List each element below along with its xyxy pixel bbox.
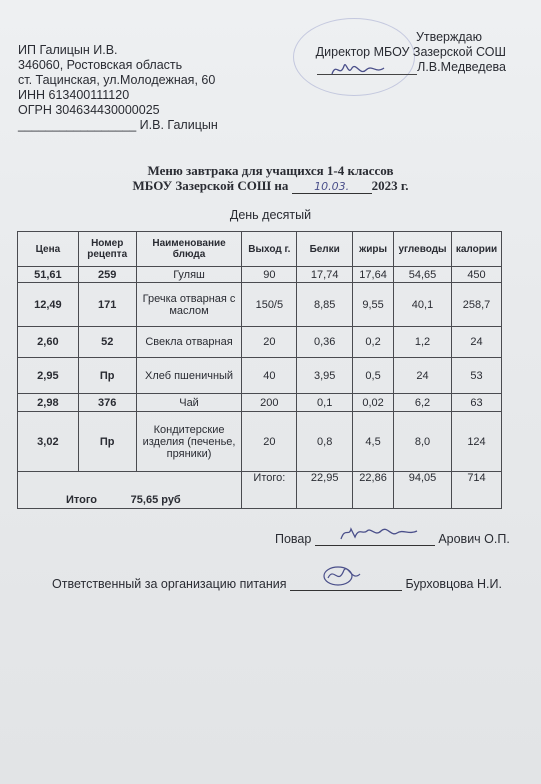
cell-dish: Хлеб пшеничный [136,358,242,394]
approval-signatory: Л.В.Медведева [417,60,506,74]
cell-protein: 17,74 [297,267,353,283]
cell-protein: 0,1 [297,394,353,412]
totals-caption: Итого: [242,472,297,509]
cell-yield: 20 [242,327,297,358]
cook-name: Арович О.П. [438,532,510,546]
supplier-name: ИП Галицын И.В. [18,43,118,57]
cell-yield: 20 [242,412,297,472]
cell-protein: 0,36 [297,327,353,358]
table-row [18,267,502,283]
responsible-name: Бурховцова Н.И. [405,577,502,591]
cook-signature-line [315,531,435,546]
cell-carbs: 1,2 [394,327,452,358]
menu-title-line2 [0,178,541,194]
cell-dish: Свекла отварная [136,327,242,358]
day-label: День десятый [229,208,312,222]
menu-table [17,231,502,509]
cell-kcal: 63 [451,394,501,412]
cell-kcal: 124 [451,412,501,472]
table-row [18,327,502,358]
cell-protein: 3,95 [297,358,353,394]
director-signature-image [328,58,388,82]
cell-dish: Гуляш [136,267,242,283]
cell-kcal: 24 [451,327,501,358]
col-header-dish: Наименование блюда [136,232,242,267]
cell-yield: 150/5 [242,283,297,327]
responsible-signature-line [290,576,402,591]
supplier-address-2: ст. Тацинская, ул.Молодежная, 60 [18,73,216,87]
cell-price: 12,49 [18,283,79,327]
cell-yield: 200 [242,394,297,412]
cell-recipe: Пр [78,412,136,472]
total-label: Итого [66,494,98,506]
cell-fat: 17,64 [353,267,394,283]
cell-price: 3,02 [18,412,79,472]
supplier-inn: ИНН 613400111120 [18,88,130,102]
supplier-block [18,43,218,133]
cell-price: 2,98 [18,394,79,412]
supplier-ogrn: ОГРН 304634430000025 [18,103,160,117]
cell-yield: 40 [242,358,297,394]
cell-dish: Кондитерские изделия (печенье, пряники) [136,412,242,472]
cell-recipe: 171 [78,283,136,327]
cell-fat: 9,55 [353,283,394,327]
cell-price: 2,60 [18,327,79,358]
cell-carbs: 24 [394,358,452,394]
total-carbs: 94,05 [394,472,452,509]
cell-yield: 90 [242,267,297,283]
supplier-signatory: И.В. Галицын [139,118,218,132]
col-header-price: Цена [18,232,79,267]
supplier-signature-blank: _________________ [18,118,137,132]
table-header-row [18,232,502,267]
table-row [18,358,502,394]
cell-kcal: 53 [451,358,501,394]
supplier-signature-row [18,118,218,133]
col-header-yield: Выход г. [242,232,297,267]
cook-signature-image [339,521,419,543]
col-header-carbs: углеводы [394,232,452,267]
cell-kcal: 258,7 [451,283,501,327]
menu-title-school: МБОУ Зазерской СОШ на [132,178,289,193]
cell-fat: 0,2 [353,327,394,358]
cell-recipe: Пр [78,358,136,394]
cell-dish: Чай [136,394,242,412]
col-header-fat: жиры [353,232,394,267]
cell-protein: 0,8 [297,412,353,472]
total-kcal: 714 [451,472,501,509]
cell-protein: 8,85 [297,283,353,327]
approval-position: Директор МБОУ Зазерской СОШ [315,45,506,59]
cell-recipe: 52 [78,327,136,358]
cell-dish: Гречка отварная с маслом [136,283,242,327]
cell-price: 2,95 [18,358,79,394]
cell-price: 51,61 [18,267,79,283]
approve-label: Утверждаю [415,30,482,44]
cell-fat: 4,5 [353,412,394,472]
col-header-kcal: калории [451,232,501,267]
total-protein: 22,95 [297,472,353,509]
responsible-label: Ответственный за организацию питания [52,577,287,591]
total-sum: 75,65 руб [130,494,181,506]
col-header-protein: Белки [297,232,353,267]
col-header-recipe: Номер рецепта [78,232,136,267]
cell-fat: 0,5 [353,358,394,394]
cell-carbs: 8,0 [394,412,452,472]
total-fat: 22,86 [353,472,394,509]
cook-signature-row [275,531,510,546]
menu-title-line1: Меню завтрака для учащихся 1-4 классов [147,163,394,178]
cell-carbs: 6,2 [394,394,452,412]
cell-recipe: 376 [78,394,136,412]
cell-recipe: 259 [78,267,136,283]
cell-carbs: 40,1 [394,283,452,327]
responsible-signature-row [52,576,502,591]
cell-carbs: 54,65 [394,267,452,283]
menu-year: 2023 г. [371,178,409,193]
table-row [18,412,502,472]
table-row [18,394,502,412]
table-row [18,283,502,327]
responsible-signature-image [316,562,366,588]
supplier-address-1: 346060, Ростовская область [18,58,183,72]
total-cell [18,472,242,509]
table-total-row [18,472,502,509]
cell-fat: 0,02 [353,394,394,412]
menu-date: 10.03. [292,180,372,194]
cook-label: Повар [275,532,312,546]
cell-kcal: 450 [451,267,501,283]
